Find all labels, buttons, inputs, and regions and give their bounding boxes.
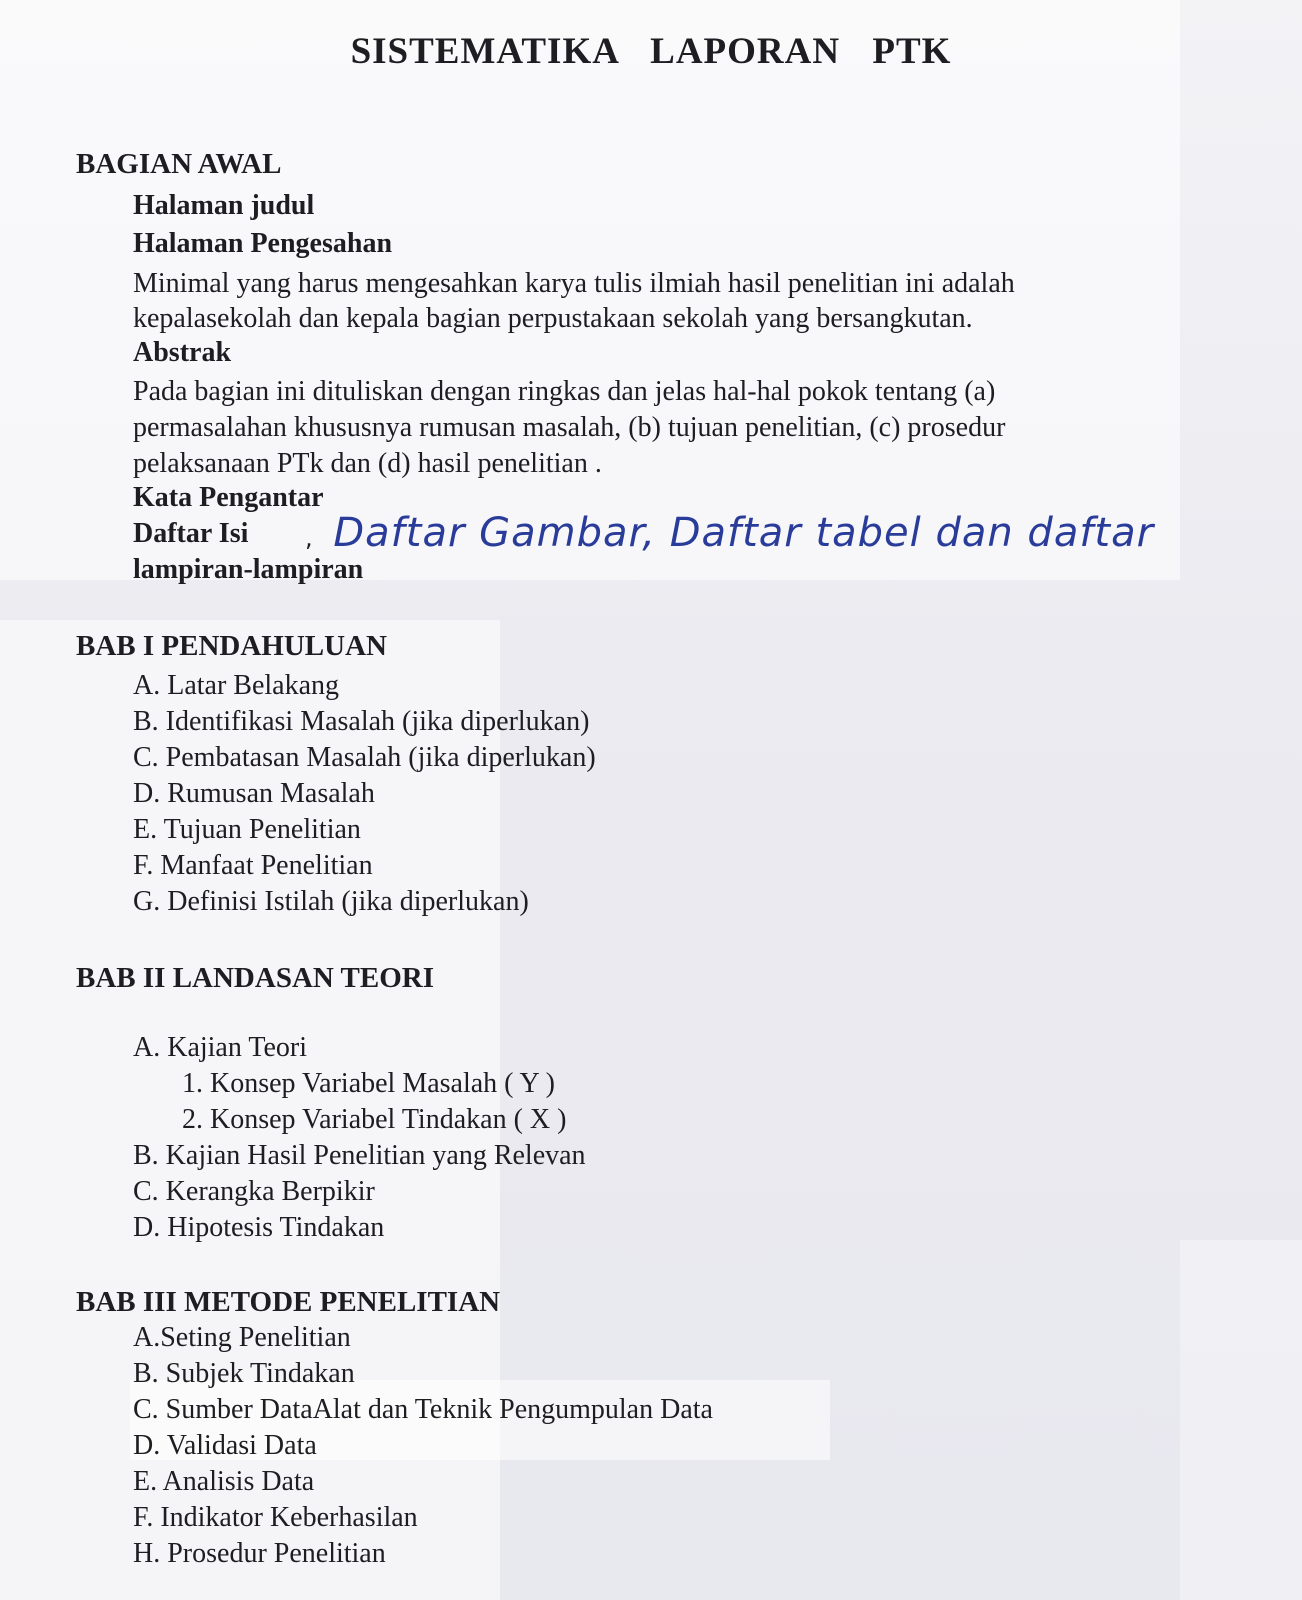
bab3-item: F. Indikator Keberhasilan (133, 1502, 418, 1533)
bab3-item: H. Prosedur Penelitian (133, 1538, 386, 1569)
handwritten-note (305, 510, 1154, 556)
subheading-kata-pengantar: Kata Pengantar (133, 482, 324, 513)
bab1-item: G. Definisi Istilah (jika diperlukan) (133, 886, 529, 917)
abstrak-text-line-2: permasalahan khususnya rumusan masalah, (b) tujuan penelitian, (c) prosedur (133, 412, 1006, 443)
bab2-item-a1: 1. Konsep Variabel Masalah ( Y ) (182, 1068, 555, 1099)
abstrak-text-line-1: Pada bagian ini dituliskan dengan ringkas dan jelas hal-hal pokok tentang (a) (133, 376, 996, 407)
handwritten-note-text: Daftar Gambar, Daftar tabel dan daftar (333, 510, 1155, 556)
scan-patch (1180, 1240, 1302, 1600)
bab3-item: D. Validasi Data (133, 1430, 317, 1461)
bab2-item-a2: 2. Konsep Variabel Tindakan ( X ) (182, 1104, 567, 1135)
bab2-item-a: A. Kajian Teori (133, 1032, 308, 1063)
subheading-daftar-isi: Daftar Isi (133, 518, 249, 549)
bab3-item: A.Seting Penelitian (133, 1322, 351, 1353)
subheading-lampiran: lampiran-lampiran (133, 554, 364, 585)
bab3-item: E. Analisis Data (133, 1466, 315, 1497)
page-title: SISTEMATIKA LAPORAN PTK (350, 31, 952, 72)
bab1-item: C. Pembatasan Masalah (jika diperlukan) (133, 742, 596, 773)
bab1-item: D. Rumusan Masalah (133, 778, 375, 809)
section-heading-bab-2: BAB II LANDASAN TEORI (76, 962, 435, 994)
bab1-item: F. Manfaat Penelitian (133, 850, 373, 881)
bab3-item: C. Sumber DataAlat dan Teknik Pengumpulan Data (133, 1394, 713, 1425)
subheading-abstrak: Abstrak (133, 337, 232, 368)
section-heading-bab-1: BAB I PENDAHULUAN (76, 630, 387, 662)
bab1-item: B. Identifikasi Masalah (jika diperlukan) (133, 706, 590, 737)
bab1-item: A. Latar Belakang (133, 670, 340, 701)
bab2-item-b: B. Kajian Hasil Penelitian yang Relevan (133, 1140, 586, 1171)
section-heading-bagian-awal: BAGIAN AWAL (76, 148, 282, 180)
abstrak-text-line-3: pelaksanaan PTk dan (d) hasil penelitian . (133, 448, 602, 479)
bab2-item-d: D. Hipotesis Tindakan (133, 1212, 385, 1243)
section-heading-bab-3: BAB III METODE PENELITIAN (76, 1286, 501, 1318)
pengesahan-text-line-2: kepalasekolah dan kepala bagian perpustakaan sekolah yang bersangkutan. (133, 303, 973, 334)
bab2-item-c: C. Kerangka Berpikir (133, 1176, 375, 1207)
subheading-halaman-pengesahan: Halaman Pengesahan (133, 228, 393, 259)
subheading-halaman-judul: Halaman judul (133, 190, 315, 221)
bab1-item: E. Tujuan Penelitian (133, 814, 361, 845)
pengesahan-text-line-1: Minimal yang harus mengesahkan karya tulis ilmiah hasil penelitian ini adalah (133, 268, 1015, 299)
bab3-item: B. Subjek Tindakan (133, 1358, 355, 1389)
daftar-isi-separator: , (305, 524, 314, 552)
